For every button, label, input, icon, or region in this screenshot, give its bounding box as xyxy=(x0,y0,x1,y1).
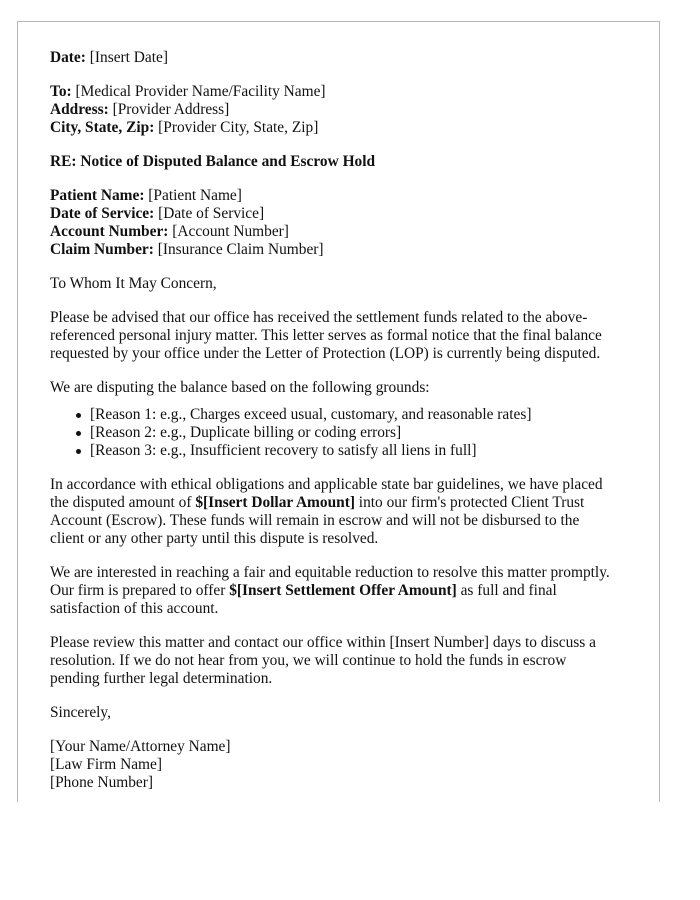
text-segment: the disputed amount of xyxy=(50,494,196,511)
letter-page xyxy=(17,21,660,802)
address-value: [Provider Address] xyxy=(108,101,230,118)
paragraph-line xyxy=(50,582,640,600)
bullet-icon xyxy=(76,431,81,436)
list-item xyxy=(90,406,640,424)
claim-value: [Insurance Claim Number] xyxy=(153,241,324,258)
list-item xyxy=(90,424,640,442)
dos-line xyxy=(50,205,640,223)
text-segment: as full and final xyxy=(456,582,557,599)
signature-name: [Your Name/Attorney Name] xyxy=(50,738,231,755)
subject-line xyxy=(50,153,640,171)
city-line xyxy=(50,119,640,137)
bullet-icon xyxy=(76,413,81,418)
paragraph-notice xyxy=(50,309,640,363)
signature-block xyxy=(50,738,640,792)
paragraph-line: pending further legal determination. xyxy=(50,670,273,687)
paragraph-line: resolution. If we do not hear from you, we will continue to hold the funds in escrow xyxy=(50,652,567,669)
to-label: To: xyxy=(50,83,72,100)
details-block xyxy=(50,187,640,259)
account-line xyxy=(50,223,640,241)
paragraph-review xyxy=(50,634,640,688)
to-value: [Medical Provider Name/Facility Name] xyxy=(71,83,326,100)
letter-body xyxy=(50,49,640,808)
paragraph-line: requested by your office under the Letter of Protection (LOP) is currently being disputed. xyxy=(50,345,601,362)
paragraph-line: client or any other party until this dispute is resolved. xyxy=(50,530,379,547)
address-label: Address: xyxy=(50,101,109,118)
paragraph-line: Please be advised that our office has received the settlement funds related to the above- xyxy=(50,309,588,326)
address-line xyxy=(50,101,640,119)
to-line xyxy=(50,83,640,101)
reason-text: [Reason 3: e.g., Insufficient recovery to satisfy all liens in full] xyxy=(90,442,477,459)
bullet-icon xyxy=(76,449,81,454)
paragraph-escrow xyxy=(50,476,640,548)
patient-value: [Patient Name] xyxy=(144,187,242,204)
list-item xyxy=(90,442,640,460)
paragraph-line xyxy=(50,494,640,512)
signature-phone: [Phone Number] xyxy=(50,774,154,791)
paragraph-line: In accordance with ethical obligations and applicable state bar guidelines, we have placed xyxy=(50,476,603,493)
date-value: [Insert Date] xyxy=(85,49,168,66)
text-segment: Our firm is prepared to offer xyxy=(50,582,230,599)
account-value: [Account Number] xyxy=(168,223,289,240)
paragraph-line: referenced personal injury matter. This letter serves as formal notice that the final balance xyxy=(50,327,602,344)
reason-text: [Reason 2: e.g., Duplicate billing or coding errors] xyxy=(90,424,402,441)
dos-label: Date of Service: xyxy=(50,205,155,222)
text-segment: into our firm's protected Client Trust xyxy=(354,494,585,511)
closing: Sincerely, xyxy=(50,704,111,721)
date-line xyxy=(50,49,640,67)
paragraph-line: satisfaction of this account. xyxy=(50,600,219,617)
reason-text: [Reason 1: e.g., Charges exceed usual, customary, and reasonable rates] xyxy=(90,406,532,423)
account-label: Account Number: xyxy=(50,223,169,240)
date-label: Date: xyxy=(50,49,86,66)
settlement-amount: $[Insert Settlement Offer Amount] xyxy=(229,582,457,599)
recipient-block xyxy=(50,83,640,137)
paragraph-line: Please review this matter and contact our office within [Insert Number] days to discuss a xyxy=(50,634,596,651)
signature-firm: [Law Firm Name] xyxy=(50,756,162,773)
paragraph-grounds: We are disputing the balance based on the following grounds: xyxy=(50,379,430,396)
salutation: To Whom It May Concern, xyxy=(50,275,217,292)
city-label: City, State, Zip: xyxy=(50,119,155,136)
patient-line xyxy=(50,187,640,205)
paragraph-line: Account (Escrow). These funds will remain in escrow and will not be disbursed to the xyxy=(50,512,580,529)
claim-label: Claim Number: xyxy=(50,241,154,258)
subject-text: RE: Notice of Disputed Balance and Escrow Hold xyxy=(50,153,376,170)
claim-line xyxy=(50,241,640,259)
city-value: [Provider City, State, Zip] xyxy=(154,119,319,136)
dos-value: [Date of Service] xyxy=(154,205,265,222)
paragraph-offer xyxy=(50,564,640,618)
paragraph-line: We are interested in reaching a fair and equitable reduction to resolve this matter promptly. xyxy=(50,564,610,581)
reasons-list xyxy=(50,406,640,460)
patient-label: Patient Name: xyxy=(50,187,145,204)
dollar-amount: $[Insert Dollar Amount] xyxy=(195,494,355,511)
